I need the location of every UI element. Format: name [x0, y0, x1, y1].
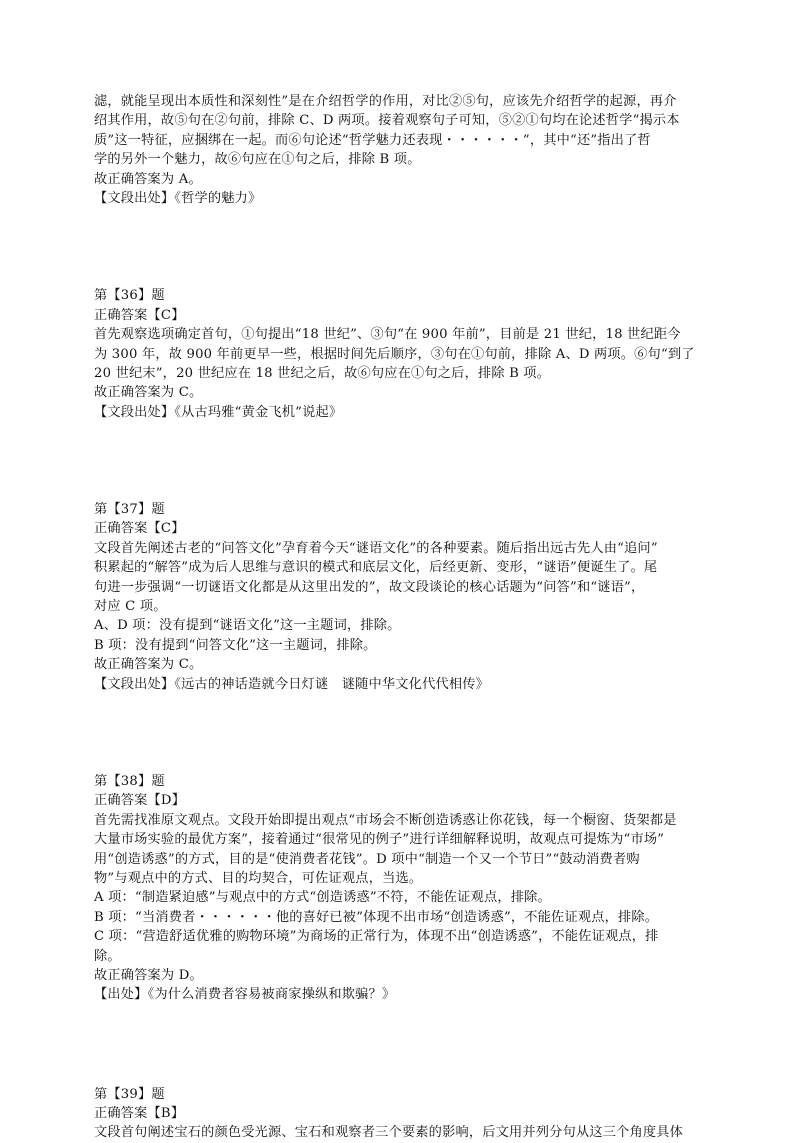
- spacer: [94, 1005, 710, 1085]
- correct-answer-label: 正确答案【C】: [94, 521, 185, 537]
- question-39-block: [94, 1085, 710, 1143]
- source-line: 【出处】《为什么消费者容易被商家操纵和欺骗？》: [94, 987, 396, 1003]
- option-analysis-line: B 项：“当消费者・・・・・・他的喜好已被”体现不出市场“创造诱惑”，不能佐证观点，排除。: [94, 909, 659, 925]
- paragraph-line: 文段首先阐述古老的“问答文化”孕育着今天“谜语文化”的各种要素。随后指出远古先人由“追问”: [94, 540, 658, 556]
- paragraph-line: 文段首句阐述宝石的颜色受光源、宝石和观察者三个要素的影响，后文用并列分句从这三个角度具体: [94, 1125, 684, 1141]
- paragraph-line: 句进一步强调“一切谜语文化都是从这里出发的”，故文段谈论的核心话题为“问答”和“谜语”，: [94, 579, 645, 595]
- spacer: [94, 422, 710, 500]
- source-line: 【文段出处】《从古玛雅“黄金飞机”说起》: [94, 404, 343, 420]
- paragraph-line: 学的另外一个魅力，故⑥句应在①句之后，排除 B 项。: [94, 152, 421, 168]
- paragraph-line: 积累起的“解答”成为后人思维与意识的模式和底层文化，后经更新、变形，“谜语”便诞生了。尾: [94, 560, 658, 576]
- correct-answer-label: 正确答案【C】: [94, 307, 185, 323]
- correct-answer-label: 正确答案【B】: [94, 1106, 185, 1122]
- intro-block: [94, 92, 710, 208]
- paragraph-line: 首先观察选项确定首句，①句提出“18 世纪”、③句“在 900 年前”，目前是 21 世纪，18 世纪距今: [94, 327, 681, 343]
- question-37-block: [94, 500, 710, 694]
- paragraph-line: 大量市场实验的最优方案”，接着通过“很常见的例子”进行详细解释说明，故观点可提炼为“市场”: [94, 832, 665, 848]
- question-heading: 第【38】题: [94, 773, 165, 789]
- document-page: [94, 92, 710, 1143]
- paragraph-line: 绍其作用，故⑤句在②句前，排除 C、D 两项。接着观察句子可知，⑤②①句均在论述哲学“揭示本: [94, 113, 680, 129]
- source-line: 【文段出处】《哲学的魅力》: [94, 190, 262, 206]
- paragraph-line: 用“创造诱惑”的方式，目的是“使消费者花钱”。D 项中“制造一个又一个节日”“鼓动消费者购: [94, 851, 640, 867]
- option-analysis-line: A 项：“制造紧迫感”与观点中的方式“创造诱惑”不符，不能佐证观点，排除。: [94, 890, 551, 906]
- question-36-block: [94, 286, 710, 422]
- source-line: 【文段出处】《远古的神话造就今日灯谜 谜随中华文化代代相传》: [94, 676, 490, 692]
- paragraph-line: 滤，就能呈现出本质性和深刻性”是在介绍哲学的作用，对比②⑤句，应该先介绍哲学的起源，再介: [94, 94, 677, 109]
- answer-line: 故正确答案为 C。: [94, 385, 203, 401]
- question-38-block: [94, 772, 710, 1005]
- option-analysis-line: 除。: [94, 948, 121, 964]
- question-heading: 第【37】题: [94, 502, 165, 518]
- answer-line: 故正确答案为 D。: [94, 967, 203, 983]
- option-analysis-line: B 项：没有提到“问答文化”这一主题词，排除。: [94, 637, 377, 653]
- spacer: [94, 694, 710, 772]
- paragraph-line: 首先需找准原文观点。文段开始即提出观点“市场会不断创造诱惑让你花钱，每一个橱窗、货架都是: [94, 812, 677, 828]
- paragraph-line: 对应 C 项。: [94, 599, 167, 615]
- answer-line: 故正确答案为 A。: [94, 171, 202, 187]
- question-heading: 第【39】题: [94, 1086, 165, 1102]
- paragraph-line: 为 300 年，故 900 年前更早一些，根据时间先后顺序，③句在①句前，排除 A、D 两项。⑥句“到了: [94, 346, 695, 362]
- correct-answer-label: 正确答案【D】: [94, 793, 186, 809]
- question-heading: 第【36】题: [94, 288, 165, 304]
- option-analysis-line: A、D 项：没有提到“谜语文化”这一主题词，排除。: [94, 618, 401, 634]
- paragraph-line: 质”这一特征，应捆绑在一起。而⑥句论述“哲学魅力还表现・・・・・・”，其中“还”指出了哲: [94, 132, 651, 148]
- spacer: [94, 208, 710, 286]
- option-analysis-line: C 项：“营造舒适优雅的购物环境”为商场的正常行为，体现不出“创造诱惑”，不能佐证观点，排: [94, 929, 659, 945]
- paragraph-line: 20 世纪末”，20 世纪应在 18 世纪之后，故⑥句应在①句之后，排除 B 项。: [94, 365, 551, 381]
- paragraph-line: 物”与观点中的方式、目的均契合，可佐证观点，当选。: [94, 870, 423, 886]
- answer-line: 故正确答案为 C。: [94, 657, 203, 673]
